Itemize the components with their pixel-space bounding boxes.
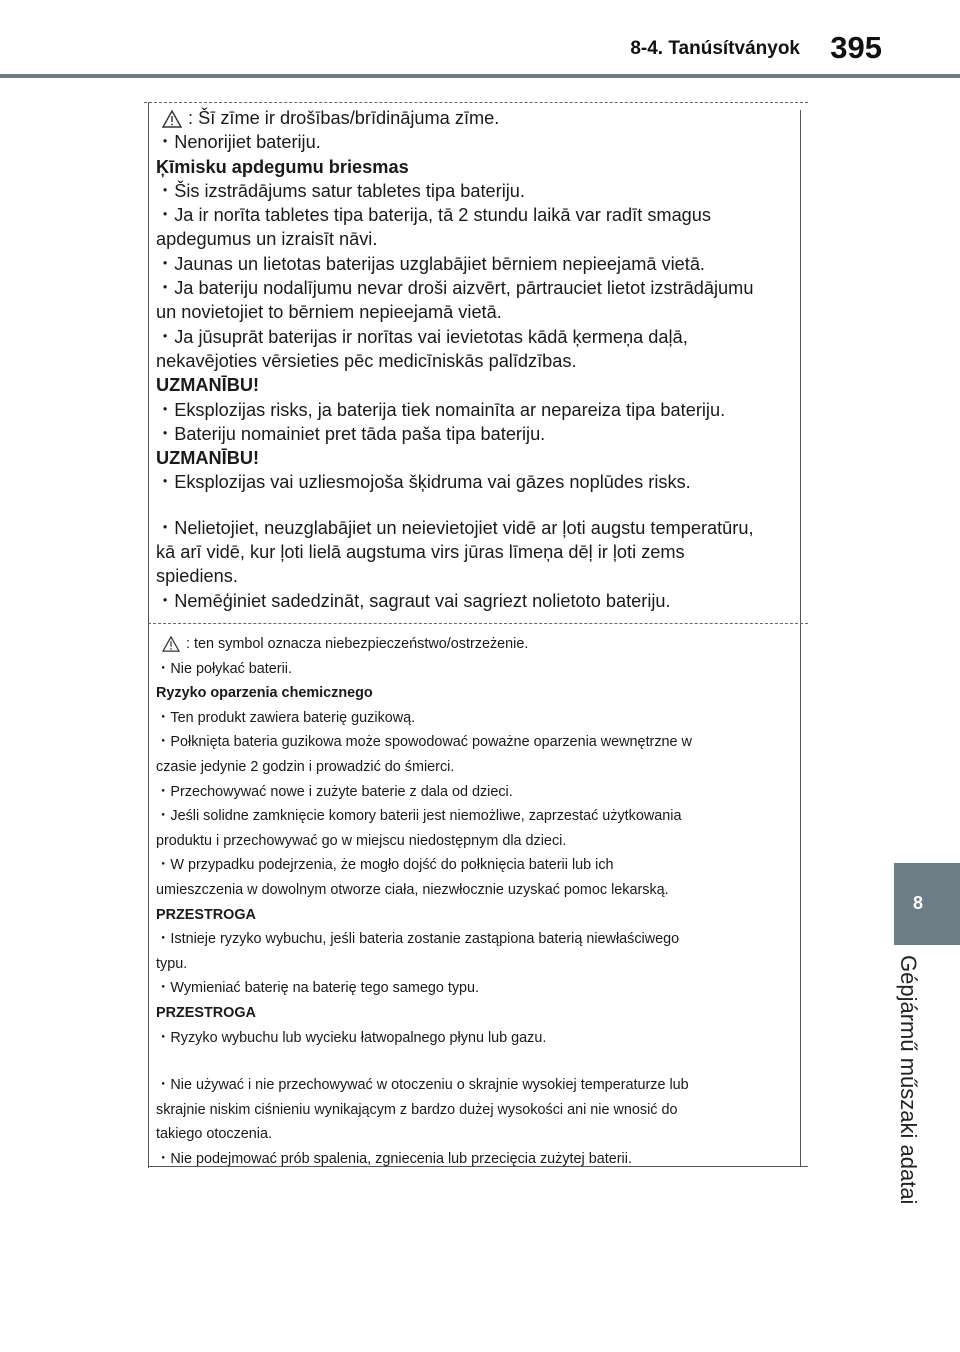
pl-line: ・Nie podejmować prób spalenia, zgniecenia lub przecięcia zużytej baterii. <box>156 1150 632 1167</box>
pl-heading: Ryzyko oparzenia chemicznego <box>156 685 373 702</box>
pl-line: ・W przypadku podejrzenia, że mogło dojść do połknięcia baterii lub ich <box>156 857 614 874</box>
pl-line: typu. <box>156 955 188 972</box>
lv-heading: UZMANĪBU! <box>156 375 260 396</box>
lv-line: ・Jaunas un lietotas baterijas uzglabājiet bērniem nepieejamā vietā. <box>156 253 705 274</box>
lv-line: ・Šis izstrādājums satur tabletes tipa bateriju. <box>156 180 525 201</box>
left-border <box>148 102 149 1168</box>
lv-line: ・Nenorijiet bateriju. <box>156 132 321 153</box>
latvian-warning-heading: : Šī zīme ir drošības/brīdinājuma zīme. <box>156 106 796 130</box>
pl-line: produktu i przechowywać go w miejscu niedostępnym dla dzieci. <box>156 832 567 849</box>
warning-triangle-icon <box>162 110 182 128</box>
pl-line: ・Istnieje ryzyko wybuchu, jeśli bateria zostanie zastąpiona baterią niewłaściwego <box>156 931 680 948</box>
polish-warning-heading: : ten symbol oznacza niebezpieczeństwo/ostrzeżenie. <box>156 632 796 657</box>
page-header <box>0 0 960 80</box>
warning-triangle-icon <box>162 636 180 652</box>
pl-line: ・Połknięta bateria guzikowa może spowodować poważne oparzenia wewnętrzne w <box>156 734 692 751</box>
pl-line: ・Nie połykać baterii. <box>156 660 292 677</box>
pl-line: ・Nie używać i nie przechowywać w otoczeniu o skrajnie wysokiej temperaturze lub <box>156 1077 689 1094</box>
section-divider <box>148 623 808 624</box>
chapter-title-vertical <box>896 955 942 1205</box>
header-rule <box>0 74 960 78</box>
lv-heading: UZMANĪBU! <box>156 448 260 469</box>
lv-line: ・Nemēģiniet sadedzināt, sagraut vai sagriezt nolietoto bateriju. <box>156 590 671 611</box>
lv-line: ・Nelietojiet, neuzglabājiet un neievietojiet vidē ar ļoti augstu temperatūru, <box>156 517 754 538</box>
pl-line: takiego otoczenia. <box>156 1126 273 1143</box>
pl-line: ・Ryzyko wybuchu lub wycieku łatwopalnego płynu lub gazu. <box>156 1029 547 1046</box>
lv-heading: Ķīmisku apdegumu briesmas <box>156 156 409 177</box>
chapter-number: 8 <box>912 893 923 913</box>
pl-line: ・Wymieniać baterię na baterię tego samego typu. <box>156 980 480 997</box>
chapter-title: Gépjármű műszaki adatai <box>896 955 921 1205</box>
lv-line: nekavējoties vērsieties pēc medicīniskās palīdzības. <box>156 350 577 371</box>
lv-line: ・Ja jūsuprāt baterijas ir norītas vai ievietotas kādā ķermeņa daļā, <box>156 326 688 347</box>
lv-line: un novietojiet to bērniem nepieejamā vietā. <box>156 302 502 323</box>
polish-notice <box>156 632 796 1171</box>
pl-line: ・Jeśli solidne zamknięcie komory baterii jest niemożliwe, zaprzestać użytkowania <box>156 808 682 825</box>
chapter-tab[interactable] <box>894 863 960 945</box>
pl-line: skrajnie niskim ciśnieniu wynikającym z bardzo dużej wysokości ani nie wnosić do <box>156 1101 678 1118</box>
pl-line: umieszczenia w dowolnym otworze ciała, niezwłocznie uzyskać pomoc lekarską. <box>156 881 669 898</box>
pl-line: ・Przechowywać nowe i zużyte baterie z dala od dzieci. <box>156 783 513 800</box>
pl-line: czasie jedynie 2 godzin i prowadzić do śmierci. <box>156 758 455 775</box>
pl-line: ・Ten produkt zawiera baterię guzikową. <box>156 709 416 726</box>
lv-line: apdegumus un izraisīt nāvi. <box>156 229 378 250</box>
lv-line: ・Eksplozijas risks, ja baterija tiek nomainīta ar nepareiza tipa bateriju. <box>156 399 726 420</box>
right-border <box>800 110 801 1166</box>
lv-line: ・Eksplozijas vai uzliesmojoša šķidruma vai gāzes noplūdes risks. <box>156 472 691 493</box>
lv-line: ・Ja bateriju nodalījumu nevar droši aizvērt, pārtrauciet lietot izstrādājumu <box>156 278 754 299</box>
lv-line: spiediens. <box>156 566 238 587</box>
pl-heading: PRZESTROGA <box>156 906 256 923</box>
section-title: 8-4. Tanúsítványok <box>630 38 800 59</box>
lv-line: ・Bateriju nomainiet pret tāda paša tipa bateriju. <box>156 423 546 444</box>
page-number: 395 <box>830 30 882 65</box>
certificate-scan <box>148 98 808 1170</box>
latvian-notice <box>156 106 796 613</box>
lv-line: ・Ja ir norīta tabletes tipa baterija, tā 2 stundu laikā var radīt smagus <box>156 205 712 226</box>
lv-line: kā arī vidē, kur ļoti lielā augstuma virs jūras līmeņa dēļ ir ļoti zems <box>156 542 685 563</box>
pl-heading: PRZESTROGA <box>156 1004 256 1021</box>
top-dashed-border <box>144 102 808 103</box>
